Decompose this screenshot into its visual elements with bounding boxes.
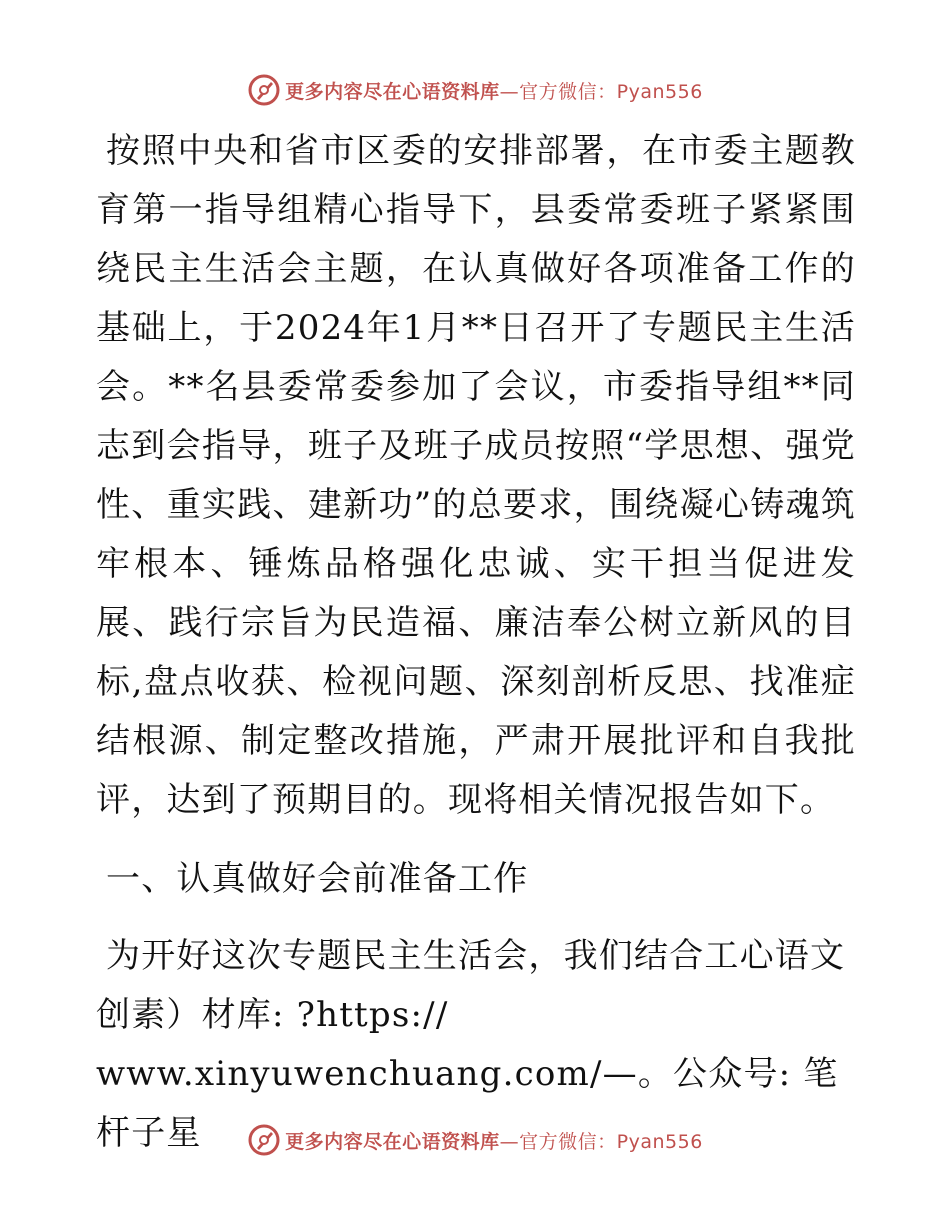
header-banner [0, 70, 950, 110]
paragraph-line: 创素）材库: ?https:// [96, 995, 449, 1035]
paragraph-line: www.xinyuwenchuang.com/—。公众号: 笔杆子星 [96, 1054, 839, 1153]
banner-brand: 更多内容尽在心语资料库 [285, 80, 500, 103]
banner-separator: — [499, 1130, 520, 1153]
paragraph-line: 为开好这次专题民主生活会，我们结合工心语文 [106, 936, 846, 976]
banner-separator: — [499, 80, 520, 103]
quill-circle-icon [247, 73, 281, 107]
quill-circle-icon [247, 1123, 281, 1157]
document-body [96, 122, 856, 1163]
footer-banner [0, 1120, 950, 1160]
section-heading: 一、认真做好会前准备工作 [106, 859, 529, 899]
banner-contact: 官方微信：Pyan556 [519, 80, 703, 103]
paragraph-intro: 按照中央和省市区委的安排部署，在市委主题教育第一指导组精心指导下，县委常委班子紧紧围绕民主生活会主题，在认真做好各项准备工作的基础上，于2024年1月**日召开了专题民主生活会。**名县委常委参加了会议，市委指导组**同志到会指导，班子及班子成员按照“学思想、强党性、重实践、建新功”的总要求，围绕凝心铸魂筑牢根本、锤炼品格强化忠诚、实干担当促进发展、践行宗旨为民造福、廉洁奉公树立新风的目标,盘点收获、检视问题、深刻剖析反思、找准症结根源、制定整改措施，严肃开展批评和自我批评，达到了预期目的。现将相关情况报告如下。 [96, 131, 856, 820]
banner-brand: 更多内容尽在心语资料库 [285, 1130, 500, 1153]
banner-contact: 官方微信：Pyan556 [519, 1130, 703, 1153]
